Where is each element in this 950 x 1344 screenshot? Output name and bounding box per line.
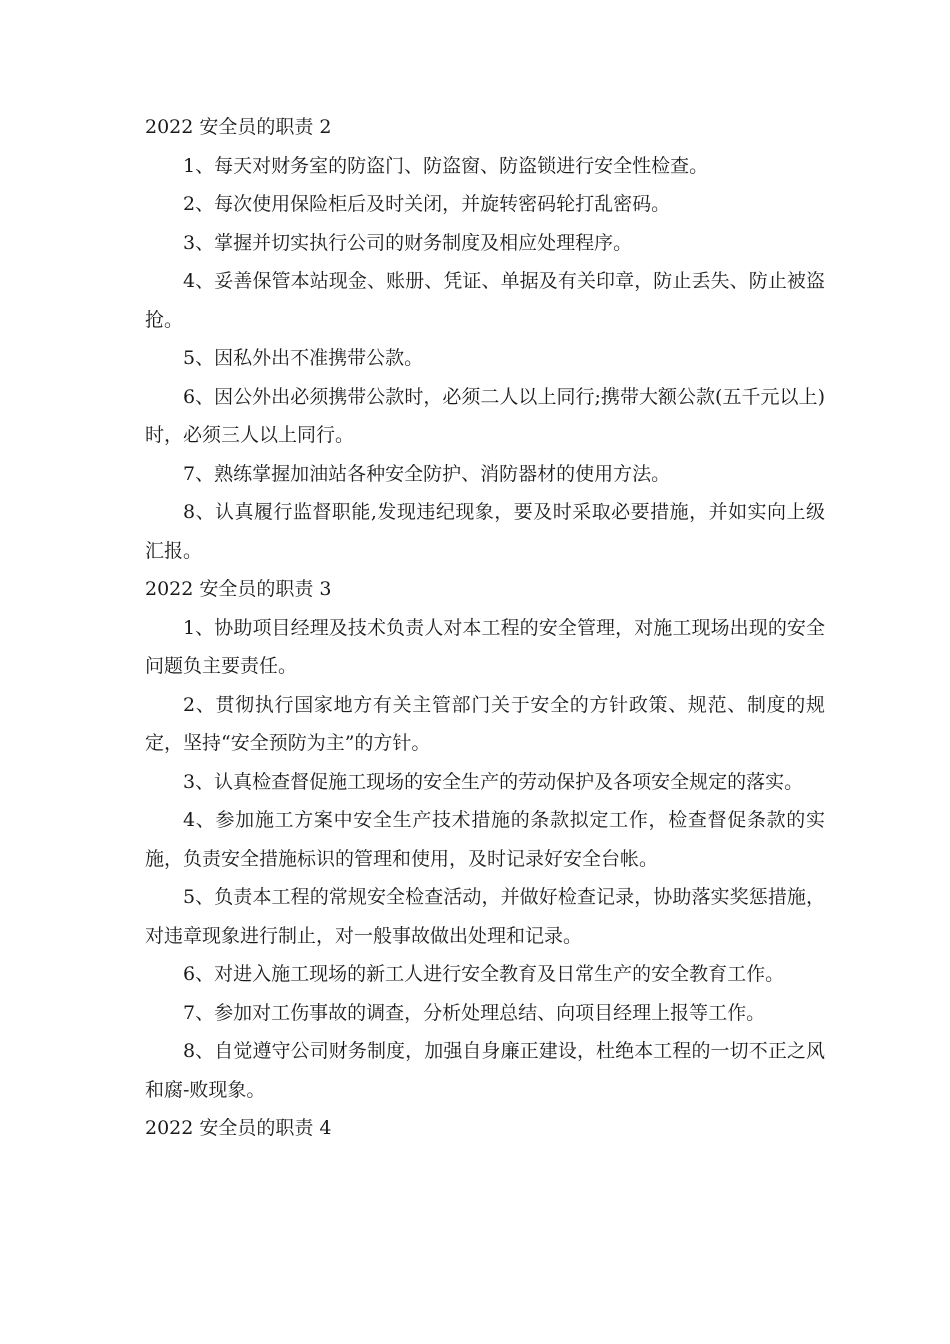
section-duties-3 [145,570,825,1109]
section-duties-2 [145,108,825,570]
duty-item: 7、参加对工伤事故的调查，分析处理总结、向项目经理上报等工作。 [183,1001,766,1024]
duty-item: 1、每天对财务室的防盗门、防盗窗、防盗锁进行安全性检查。 [183,154,709,177]
duty-item: 3、认真检查督促施工现场的安全生产的劳动保护及各项安全规定的落实。 [183,770,804,793]
duty-item: 2、每次使用保险柜后及时关闭，并旋转密码轮打乱密码。 [183,193,671,215]
duty-item: 5、因私外出不准携带公款。 [183,347,424,369]
section-title: 2022 安全员的职责 3 [145,578,332,600]
document-page [145,108,825,1148]
duty-item: 3、掌握并切实执行公司的财务制度及相应处理程序。 [183,231,633,254]
section-title: 2022 安全员的职责 4 [145,1117,332,1139]
duty-item: 4、参加施工方案中安全生产技术措施的条款拟定工作，检查督促条款的实施，负责安全措施标识的管理和使用，及时记录好安全台帐。 [145,809,825,870]
duty-item: 8、认真履行监督职能,发现违纪现象，要及时采取必要措施，并如实向上级汇报。 [145,501,825,562]
duty-item: 5、负责本工程的常规安全检查活动，并做好检查记录，协助落实奖惩措施，对违章现象进行制止，对一般事故做出处理和记录。 [145,886,825,947]
duty-item: 8、自觉遵守公司财务制度，加强自身廉正建设，杜绝本工程的一切不正之风和腐-败现象。 [145,1040,825,1101]
section-duties-4 [145,1109,825,1148]
section-title: 2022 安全员的职责 2 [145,116,332,138]
duty-item: 1、协助项目经理及技术负责人对本工程的安全管理，对施工现场出现的安全问题负主要责任。 [145,616,825,677]
duty-item: 7、熟练掌握加油站各种安全防护、消防器材的使用方法。 [183,462,671,485]
duty-item: 2、贯彻执行国家地方有关主管部门关于安全的方针政策、规范、制度的规定，坚持“安全预防为主”的方针。 [145,693,825,754]
duty-item: 4、妥善保管本站现金、账册、凭证、单据及有关印章，防止丢失、防止被盗抢。 [145,270,825,331]
duty-item: 6、因公外出必须携带公款时，必须二人以上同行;携带大额公款(五千元以上)时，必须三人以上同行。 [145,385,825,446]
duty-item: 6、对进入施工现场的新工人进行安全教育及日常生产的安全教育工作。 [183,963,785,985]
